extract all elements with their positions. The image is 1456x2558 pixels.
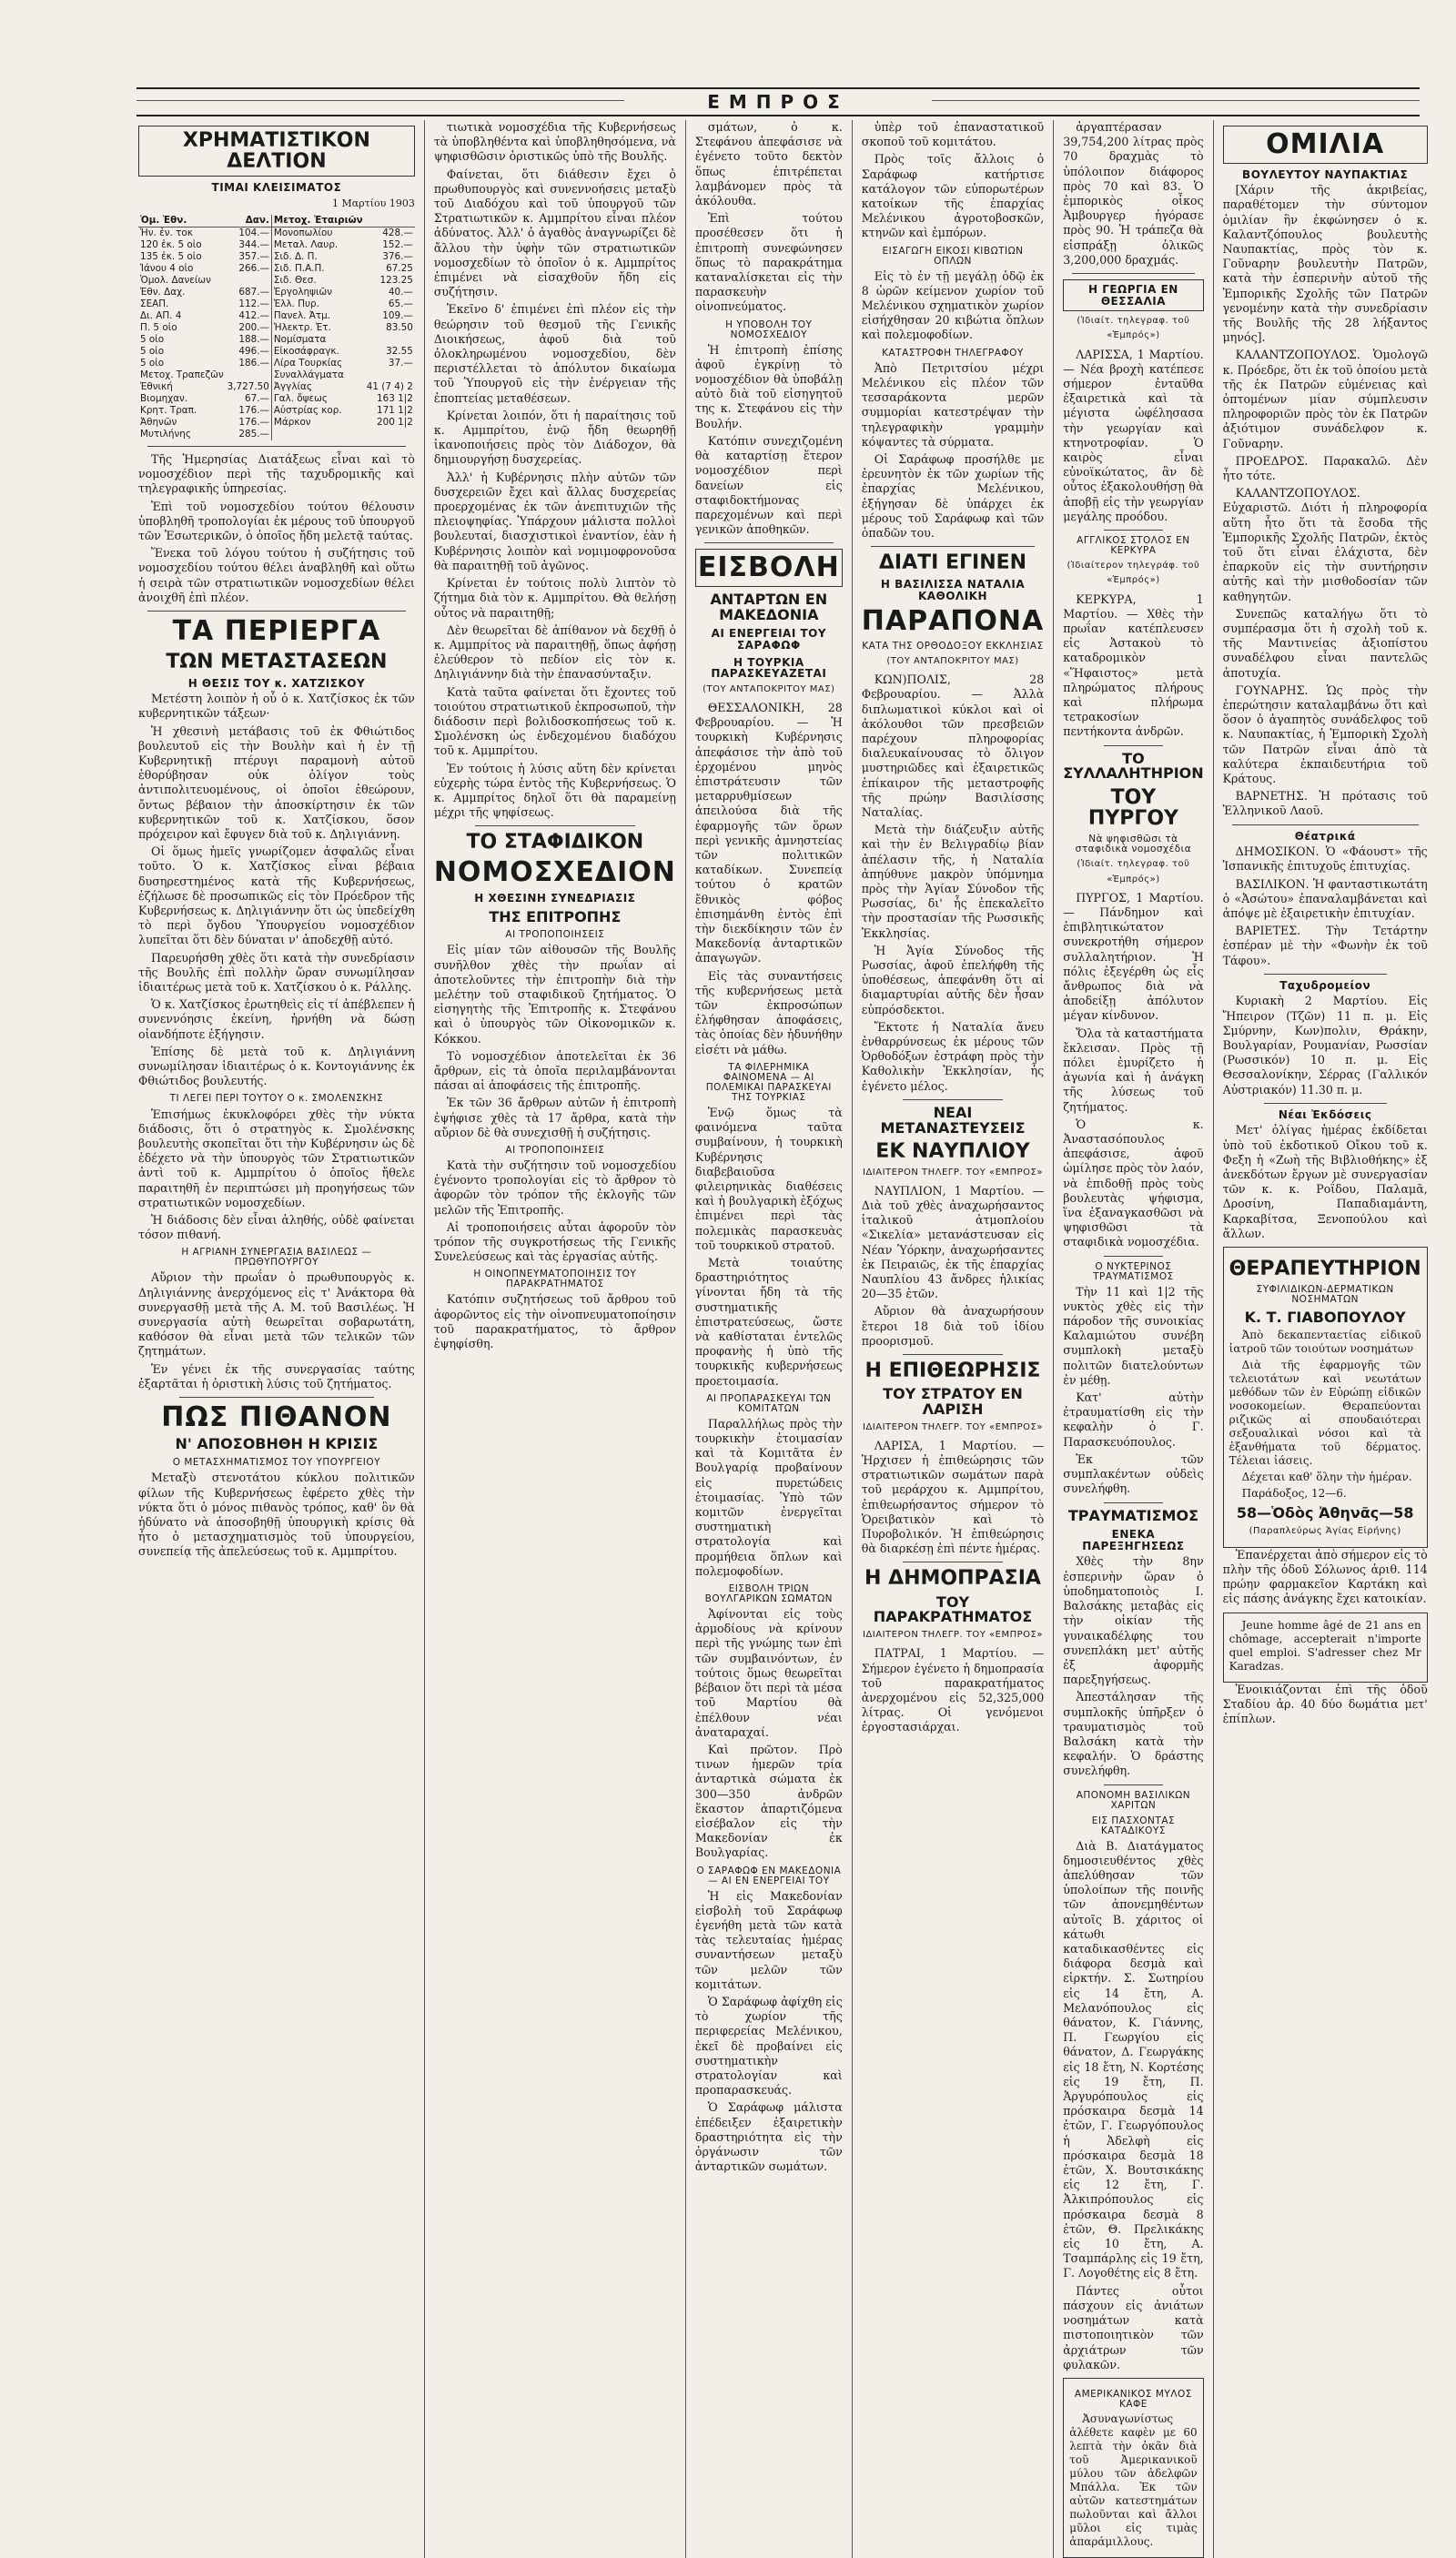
classified-ad-french xyxy=(1223,1613,1428,1683)
article-paragraph: Ἡ εἰς Μακεδονίαν εἰσβολὴ τοῦ Σαράφωφ ἐγενήθη μετὰ τῶν κατὰ τὰς τελευταίας ἡμέρας συναντήσεων μεταξὺ τῶν μελῶν τῶν κομιτάτων. xyxy=(694,1888,843,1991)
quotes-row xyxy=(138,334,415,346)
subhead-committees-prep: ΑΙ ΠΡΟΠΑΡΑΣΚΕΥΑΙ ΤΩΝ ΚΟΜΙΤΑΤΩΝ xyxy=(706,1392,832,1414)
quotes-header-cell xyxy=(365,215,415,227)
subhead-sarafov-activities: Ο ΣΑΡΑΦΩΦ ΕΝ ΜΑΚΕΔΟΝΙΑ — ΑΙ ΕΝ ΕΝΕΡΓΕΙΑΙ ΤΟΥ xyxy=(696,1865,842,1886)
divider xyxy=(147,611,406,612)
masthead-rule-right xyxy=(932,100,1420,101)
article-paragraph: Κατόπιν συνεχιζομένη θὰ καταρτίσῃ ἕτερον νομοσχέδιον περὶ δανείων εἰς σταφιδοκτήμονας παρεχομένων καὶ περὶ γενικῶν ἀποθηκῶν. xyxy=(694,433,843,537)
quotes-row xyxy=(138,393,415,405)
headline-stock-bulletin: ΧΡΗΜΑΤΙΣΤΙΚΟΝ ΔΕΛΤΙΟΝ xyxy=(138,126,415,177)
quotes-cell: 376.— xyxy=(382,250,413,262)
divider xyxy=(179,1397,374,1398)
quotes-cell: Συναλλάγματα xyxy=(271,369,364,381)
article-paragraph: ΓΟΥΝΑΡΗΣ. Ὡς πρὸς τὴν ἐπερώτησιν καταλαμβάνω ὅτι καὶ ὅσον ὁ ἀγαπητὸς συνάδελφος τοῦ κ. Ναυπακτίας, ἡ Ἐμπορικὴ Σχολὴ τῶν Πατρῶν εἶναι ἀπὸ τὰ καλύτερα ἐκπαιδευτήρια τοῦ Κράτους. xyxy=(1222,682,1428,786)
quotes-cell: 67.25 xyxy=(386,262,413,274)
divider xyxy=(1264,1103,1387,1104)
subhead-bill-submission: Η ΥΠΟΒΟΛΗ ΤΟΥ ΝΟΜΟΣΧΕΔΙΟΥ xyxy=(725,318,813,340)
byline-telegram: (Ἰδιαίτ. τηλεγραφ. τοῦ «Ἐμπρός») xyxy=(1077,316,1190,341)
quotes-cell: 83.50 xyxy=(386,321,413,333)
columns xyxy=(136,120,1428,2548)
quotes-header-row xyxy=(138,215,415,227)
quotes-cell: 41 (7 4) 2 xyxy=(366,380,413,392)
article-paragraph: Πρὸς τοῖς ἄλλοις ὁ Σαράφωφ κατήρτισε κατάλογον τῶν εὐπορωτέρων κατοίκων τῆς ἐπαρχίας Μελένικου ἀγροτοβοσκῶν, κτηνῶν καὶ ἐμπόρων. xyxy=(861,152,1045,240)
subhead-chatziskos: Η ΘΕΣΙΣ ΤΟΥ κ. ΧΑΤΖΙΣΚΟΥ xyxy=(187,676,366,690)
article-paragraph: ΠΑΤΡΑΙ, 1 Μαρτίου. — Σήμερον ἐγένετο ἡ δημοπρασία τοῦ παρακρατήματος ἀνερχομένου εἰς 52,325,000 λίτρας. Οἱ γενόμενοι ἐργοστασιάρχαι. xyxy=(861,1646,1045,1734)
article-paragraph: Κυριακὴ 2 Μαρτίου. Εἰς Ἤπειρον (Τζῶν) 11 π. μ. Εἰς Σμύρνην, Κων)πολιν, Θράκην, Βουλγαρίαν, Ρουμανίαν, Ρωσσίαν (Ρωσσικόν) 10 π. μ. Εἰς Θεσσαλονίκην, Σέρρας (Γαλλικόν Αὐστριακόν) 11.30 π. μ. xyxy=(1222,994,1428,1097)
quotes-cell: Λίρα Τουρκίας xyxy=(271,358,364,369)
article-paragraph: Φαίνεται, ὅτι διάθεσιν ἔχει ὁ πρωθυπουργὸς καὶ συνεννοήσεις μεταξὺ τοῦ Διαδόχου καὶ τοῦ ὑπουργοῦ τῶν Στρατιωτικῶν κ. Αμμπρίτου εἶναι πλέον ἀδύνατος. Ἀλλ' ὁ ἀγαθὸς ἀναγνωρίζει δὲ ἄλλου τὴν ὑφὴν τῶν στρατιωτικῶν νομοσχεδίων τὸ ὁποῖον ὁ κ. Αμμπρίτος ἐπιμένει νὰ εἰσαχθοῦν ἤδη εἰς συζήτησιν. xyxy=(433,167,676,299)
headline-rebels-macedonia: ΑΝΤΑΡΤΩΝ ΕΝ ΜΑΚΕΔΟΝΙΑ xyxy=(710,590,828,623)
quotes-cell: Γαλ. ὄψεως xyxy=(271,393,364,405)
classified-text: Jeune homme âgé de 21 ans en chômage, accepterait n'importe quel emploi. S'adresser chez Mr Karadzas. xyxy=(1228,1618,1421,1673)
divider xyxy=(475,825,635,826)
divider xyxy=(1104,1502,1162,1503)
headline-invasion: ΕΙΣΒΟΛΗ xyxy=(695,549,843,587)
quotes-cell: Βιομηχαν. xyxy=(140,392,188,404)
subhead-ill-convicts: ΕΙΣ ΠΑΣΧΟΝΤΑΣ ΚΑΤΑΔΙΚΟΥΣ xyxy=(1091,1815,1176,1836)
divider xyxy=(1232,824,1419,825)
quotes-cell: 344.— xyxy=(238,238,269,250)
article-paragraph: Ἕνεκα τοῦ λόγου τούτου ἡ συζήτησις τοῦ νομοσχεδίου τούτου θέλει ἀναβληθῆ καὶ οὕτω ἡ σειρὰ τῶν στρατιωτικῶν νομοσχεδίων θέλει ἀνοιχθῆ ἐπὶ πλέον. xyxy=(138,546,415,604)
article-paragraph: ΠΡΟΕΔΡΟΣ. Παρακαλῶ. Δὲν ἦτο τότε. xyxy=(1222,453,1428,482)
subhead-king-pm-meeting: Η ΑΓΡΙΑΝΗ ΣΥΝΕΡΓΑΣΙΑ ΒΑΣΙΛΕΩΣ — ΠΡΩΘΥΠΟΥΡΓΟΥ xyxy=(181,1247,372,1269)
quotes-cell: 412.— xyxy=(238,309,269,321)
divider xyxy=(1104,1256,1162,1257)
quotes-cell: 186.— xyxy=(238,357,269,369)
advert-text: Παράδοξος, 12—6. xyxy=(1241,1487,1347,1500)
subhead-yesterday-session: Η ΧΘΕΣΙΝΗ ΣΥΝΕΔΡΙΑΣΙΣ xyxy=(474,891,636,905)
quotes-cell: Ἑλλ. Πυρ. xyxy=(271,298,364,310)
quotes-cell: Ἰάνου 4 οἰο xyxy=(140,262,194,274)
headline-peculiar: ΤΑ ΠΕΡΙΕΡΓΑ xyxy=(172,615,381,648)
headline-wounding: ΤΡΑΥΜΑΤΙΣΜΟΣ xyxy=(1067,1506,1198,1524)
quotes-row xyxy=(138,251,415,263)
headline-how-likely: ΠΩΣ ΠΙΘΑΝΟΝ xyxy=(161,1400,392,1433)
quotes-cell: Ἀγγλίας xyxy=(271,381,364,393)
quotes-cell xyxy=(226,369,272,381)
headline-inspection: Η ΕΠΙΘΕΩΡΗΣΙΣ xyxy=(864,1359,1041,1382)
headline-retention: ΤΟΥ ΠΑΡΑΚΡΑΤΗΜΑΤΟΣ xyxy=(873,1592,1033,1626)
article-paragraph: Οἱ Σαράφωφ προσήλθε με ἐρευνητὸν ἐκ τῶν χωρίων τῆς ἐπαρχίας Μελένικου, ἐξήγησαν δὲ ὑπάρχει ἐκ μέρους τοῦ Σαράφωφ καὶ τῶν ὁπαδῶν του. xyxy=(861,451,1045,540)
subhead-clinic-specialty: ΣΥΦΙΛΙΔΙΚΩΝ-ΔΕΡΜΑΤΙΚΩΝ ΝΟΣΗΜΑΤΩΝ xyxy=(1256,1284,1394,1306)
article-paragraph: Τὸ νομοσχέδιον ἀποτελεῖται ἐκ 36 ἄρθρων, εἰς τὰ ὁποῖα περιλαμβάνονται πάσαι αἱ ἀποφάσεις τῆς ἐπιτροπῆς. xyxy=(433,1048,676,1093)
quotes-cell: Κρητ. Τραπ. xyxy=(140,404,197,416)
quotes-row xyxy=(138,275,415,287)
subhead-committee: ΤΗΣ ΕΠΙΤΡΟΠΗΣ xyxy=(489,907,622,925)
subhead-smolenskis: ΤΙ ΛΕΓΕΙ ΠΕΡΙ ΤΟΥΤΟΥ Ο κ. ΣΜΟΛΕΝΣΚΗΣ xyxy=(169,1093,384,1105)
subhead-weapons-import: ΕΙΣΑΓΩΓΗ ΕΙΚΟΣΙ ΚΙΒΩΤΙΩΝ ΟΠΛΩΝ xyxy=(882,245,1024,267)
quotes-row xyxy=(138,405,415,417)
article-paragraph: ΚΕΡΚΥΡΑ, 1 Μαρτίου. — Χθὲς τὴν πρωΐαν κατέπλευσεν εἰς Ἀστακοὺ τὸ καταδρομικὸν «Ἥφαιστος» μετὰ πληρώματος πλήρους καὶ πλήρωμα τετρακοσίων πεντήκοντα ἀνδρῶν. xyxy=(1063,591,1204,739)
classified-ad: Ἐνοικιάζονται ἐπὶ τῆς ὁδοῦ Σταδίου ἀρ. 40 δύο δωμάτια μετ' ἐπίπλων. xyxy=(1222,1682,1428,1726)
subhead-raisin-bills: Νὰ ψηφισθῶσι τὰ σταφιδικὰ νομοσχέδια xyxy=(1075,834,1192,855)
headline-crisis-averted: Ν' ΑΠΟΣΟΒΗΘΗ Η ΚΡΙΣΙΣ xyxy=(175,1435,379,1453)
subhead-closing-prices: ΤΙΜΑΙ ΚΛΕΙΣΙΜΑΤΟΣ xyxy=(211,181,342,195)
quotes-cell: Πανελ. Ἀτμ. xyxy=(271,310,364,322)
column-3 xyxy=(685,120,852,2558)
headline-royal-pardons: ΑΠΟΝΟΜΗ ΒΑΣΙΛΙΚΩΝ ΧΑΡΙΤΩΝ xyxy=(1076,1789,1191,1811)
quotes-header-cell: Δαν. xyxy=(226,215,272,227)
article-paragraph: Ἀπεστάλησαν τῆς συμπλοκῆς ὑπῆρξεν ὁ τραυματισμὸς τοῦ Βαλσάκη κατὰ τὴν κεφαλήν. Ὁ δράστης συνελήφθη. xyxy=(1063,1690,1204,1778)
quotes-cell: Μονοπωλίου xyxy=(271,227,364,239)
article-paragraph: Μετὰ τοιαύτης δραστηριότητος γίνονται ἤδη τὰ τῆς συστηματικῆς ἐπιστρατεύσεως, ὥστε νὰ καθίσταται ἐντελῶς προφανὴς ἡ ὑπὸ τῆς τουρκικῆς κυβερνήσεως προετοιμασία. xyxy=(694,1255,843,1388)
headline-complaints: ΠΑΡΑΠΟΝΑ xyxy=(861,605,1045,638)
quotes-cell: 5 οἰο xyxy=(140,345,165,357)
byline-correspondent: (ΤΟΥ ΑΝΤΑΠΟΚΡΙΤΟΥ ΜΑΣ) xyxy=(886,655,1019,666)
quotes-cell: Ἠν. ἐν. τοκ xyxy=(140,227,193,238)
quotes-cell: Σιδ. Δ. Π. xyxy=(271,251,364,263)
byline-correspondent: (ΤΟΥ ΑΝΤΑΠΟΚΡΙΤΟΥ ΜΑΣ) xyxy=(703,683,835,694)
subhead-natalia-catholic: Η ΒΑΣΙΛΙΣΣΑ ΝΑΤΑΛΙΑ ΚΑΘΟΛΙΚΗ xyxy=(880,578,1026,602)
quotes-cell: 171 1|2 xyxy=(376,404,413,416)
article-paragraph: Ἡ Ἁγία Σύνοδος τῆς Ρωσσίας, ἀφοῦ ἐπελήφθη τῆς ὑποθέσεως, ἀπεφάνθη ὅτι αἱ διαμαρτυρίαι αὐτῆς δὲν ἦσαν εὐπρόσδεκτοι. xyxy=(861,943,1045,1016)
headline-transfers: ΤΩΝ ΜΕΤΑΣΤΑΣΕΩΝ xyxy=(166,650,388,673)
article-paragraph: ΒΑΡΝΕΤΗΣ. Ἡ πρότασις τοῦ Ἐλληνικοῦ Λαοῦ. xyxy=(1222,789,1428,818)
quotes-row xyxy=(138,417,415,429)
quotes-cell: 37.— xyxy=(388,357,413,369)
article-paragraph: Αἱ τροποποιήσεις αὗται ἀφοροῦν τὸν τρόπον τῆς συγκροτήσεως τῆς Γενικῆς Συνελεύσεως καὶ τὰς ἐργασίας αὐτῆς. xyxy=(433,1219,676,1264)
quotes-cell xyxy=(365,334,415,346)
quotes-cell: 67.— xyxy=(244,392,269,404)
quotes-row xyxy=(138,263,415,275)
article-paragraph: Μετὰ τὴν διάζευξιν αὐτῆς καὶ τὴν ἐν Βελιγραδίῳ βίαν ἀπέλασιν τῆς, ἡ Ναταλία ἀπηύθυνε μακρὸν ὑπόμνημα πρὸς τὴν Ἁγίαν Σύνοδον τῆς Ρωσσίας, δι' ἧς ἐπεκαλεῖτο τὴν προστασίαν τῆς Ρωσσικῆς Ἐκκλησίας. xyxy=(861,823,1045,940)
headline-night-wounding: Ο ΝΥΚΤΕΡΙΝΟΣ ΤΡΑΥΜΑΤΙΣΜΟΣ xyxy=(1093,1260,1174,1282)
byline-telegram: ΙΔΙΑΙΤΕΡΟΝ ΤΗΛΕΓΡ. ΤΟΥ «ΕΜΠΡΟΣ» xyxy=(863,1630,1043,1641)
headline-pyrgos: ΤΟΥ ΠΥΡΓΟΥ xyxy=(1087,786,1178,831)
divider xyxy=(704,542,834,543)
column-2 xyxy=(424,120,685,2558)
quotes-cell: 428.— xyxy=(382,227,413,238)
subhead-amendments: ΑΙ ΤΡΟΠΟΠΟΙΗΣΕΙΣ xyxy=(505,929,605,941)
column-5 xyxy=(1053,120,1212,2558)
quotes-cell: 188.— xyxy=(238,333,269,345)
headline-bill: ΝΟΜΟΣΧΕΔΙΟΝ xyxy=(433,856,676,889)
article-paragraph: ἀργαπτέρασαν 39,754,200 λίτρας πρὸς 70 δραχμὰς τὸ ὑπόλοιπον διάφορος πρὸς 70 καὶ 83. Ὁ ἐμπορικὸς οἶκος Ἀμβουργερ ἠγόρασε πρὸς 90. Ἡ τράπεζα θὰ εἰσπράξῃ ὁλικῶς 3,200,000 δραχμάς. xyxy=(1063,120,1204,267)
advert-text: Ἀσυναγωνίστως ἀλέθετε καφὲν με 60 λεπτὰ τὴν ὀκᾶν διὰ τοῦ Ἀμερικανικοῦ μύλου τῶν ἀδελφῶν Μπάλλα. Ἐκ τῶν αὐτῶν κατεστημάτων πωλοῦνται καὶ ἄλλοι μῦλοι εἰς τιμὰς ἀπαράμιλλους. xyxy=(1069,2411,1198,2548)
article-paragraph: Τὴν 11 καὶ 1|2 τῆς νυκτὸς χθὲς εἰς τὴν πάροδον τῆς συνοικίας Καλαμιώτου συνέβη συμπλοκὴ μεταξὺ πολιτῶν διατελούντων ἐν μέθῃ. xyxy=(1063,1284,1204,1387)
article-paragraph: Ἐπισήμως ἐκυκλοφόρει χθὲς τὴν νύκτα διάδοσις, ὅτι ὁ στρατηγὸς κ. Σμολένσκης βουλευτὴς σκοπεῖται ὅτι τὴν Κυβέρνησιν ὡς δὲ ἐδέχετο νὰ τὴν ὑπουργὸς τῶν Στρατιωτικῶν ἀντὶ τοῦ κ. Αμμπρίτου ὁ ὁποῖος ἤθελε παραιτηθῆ ἐν περιπτώσει μὴ προηγήσεως τῶν στρατιωτικῶν νομοσχεδίων. xyxy=(138,1107,415,1209)
subhead-misunderstanding: ΕΝΕΚΑ ΠΑΡΕΞΗΓΗΣΕΩΣ xyxy=(1082,1528,1185,1552)
column-6 xyxy=(1213,120,1437,2558)
article-paragraph: Μετέστη λοιπὸν ἡ οὗ ὁ κ. Χατζίσκος ἐκ τῶν κυβερνητικῶν τάξεων· xyxy=(138,692,415,721)
article-paragraph: Αὔριον θὰ ἀναχωρήσουν ἔτεροι 18 διὰ τοῦ ἰδίου προορισμοῦ. xyxy=(861,1304,1045,1348)
quotes-row xyxy=(138,287,415,298)
headline-why-became: ΔΙΑΤΙ ΕΓΙΝΕΝ xyxy=(878,551,1027,575)
headline-post-office: Ταχυδρομείον xyxy=(1279,978,1371,992)
quotes-cell: 176.— xyxy=(238,404,269,416)
quotes-cell: Εἰκοσάφραγκ. xyxy=(271,346,364,358)
headline-agriculture-thessaly: Η ΓΕΩΡΓΙΑ ΕΝ ΘΕΣΣΑΛΙΑ xyxy=(1063,279,1203,311)
byline-telegram: (Ἰδιαίτ. τηλεγραφ. τοῦ «Ἐμπρός») xyxy=(1077,859,1190,885)
quotes-cell: 163 1|2 xyxy=(376,392,413,404)
subhead-telegraph-destroyed: ΚΑΤΑΣΤΡΟΦΗ ΤΗΛΕΓΡΑΦΟΥ xyxy=(882,347,1024,359)
headline-new-publications: Νέαι Ἐκδόσεις xyxy=(1278,1107,1372,1121)
article-paragraph: Ἐκ τῶν 36 ἄρθρων αὐτῶν ἡ ἐπιτροπὴ ἐψήφισε χθὲς τὰ 17 ἄρθρα, κατὰ τὴν αὔριον δὲ θὰ συνεχισθῇ ἡ συζήτησις. xyxy=(433,1096,676,1139)
article-paragraph: Ἡ χθεσινὴ μετάβασις τοῦ ἐκ Φθιώτιδος βουλευτοῦ εἰς τὴν Βουλὴν καὶ ἡ ἐν τῇ Κυβερνητικῇ πτέρυγι παραμονὴ αὐτοῦ ἐθορύβησαν οὐκ ὀλίγον τοὺς ἀντιπολιτευομένους, οἱ ὁποῖοι ἐθεώρουν, ὄντως βέβαιον τὴν ἀποσκίρτησιν ἐκ τῶν κυβερνητικῶν τοῦ κ. Χατζίσκου, ὅσον πρόχειρον καὶ ἔφυγεν διὰ τοῦ κ. Δηλιγιάννη. xyxy=(138,723,415,842)
quotes-cell: 5 οἰο xyxy=(140,357,165,369)
quotes-cell: 200.— xyxy=(238,321,269,333)
article-paragraph: ΠΥΡΓΟΣ, 1 Μαρτίου. — Πάνδημον καὶ ἐπιβλητικώτατον συνεκροτήθη σήμερον συλλαλητήριον. Ἡ πόλις ἐξεγέρθη ὡς εἷς ἄνθρωπος διὰ νὰ ἀποδείξῃ ἀπόλυτον μέγαν κίνδυνον. xyxy=(1063,890,1204,1023)
quotes-cell: Σιδ. Π.Α.Π. xyxy=(271,263,364,275)
article-paragraph: Μετ' ὀλίγας ἡμέρας ἐκδίδεται ὑπὸ τοῦ ἐκδοτικοῦ Οἴκου τοῦ κ. Φεξη ἡ «Ζωὴ τῆς Βιβλιοθήκης» ἐξ ἀνεκδότων ἔργων μὲ συνεργασίαν τῶν κ. κ. Ροΐδου, Παλαμᾶ, Δροσίνη, Παπαδιαμάντη, Καρκαβίτσα, Ξενοπούλου καὶ ἄλλων. xyxy=(1222,1123,1428,1240)
quotes-row xyxy=(138,310,415,322)
quotes-cell xyxy=(365,369,415,381)
byline-telegram: ΙΔΙΑΙΤΕΡΟΝ ΤΗΛΕΓΡ. ΤΟΥ «ΕΜΠΡΟΣ» xyxy=(863,1167,1043,1178)
article-paragraph: Ὁ Σαράφωφ ἀφίχθη εἰς τὸ χωρίον τῆς περιφερείας Μελένικου, ἐκεῖ δὲ προβαίνει εἰς συστηματικὴν στρατολογίαν καὶ προπαρασκευάς. xyxy=(694,1994,843,2098)
advert-coffee-mill xyxy=(1063,2378,1203,2558)
article-paragraph: Διὰ Β. Διατάγματος δημοσιευθέντος χθὲς ἀπελύθησαν τῶν ὑπολοίπων τῆς ποινῆς τῶν ἀπονεμηθέντων αὐτοῖς Β. χάριτος οἱ κάτωθι καταδικασθέντες εἰς διάφορα δεσμὰ καὶ εἰρκτήν. Σ. Σωτηρίου εἰς 14 ἔτη, Α. Μελανόπουλος εἰς θάνατον, Κ. Γιάννης, Π. Γεωργίου εἰς θάνατον, Δ. Γεωργάκης εἰς 18 ἔτη, Ν. Κορτέσης εἰς 19 ἔτη, Π. Ἀργυρόπουλος εἰς πρόσκαιρα δεσμὰ 14 ἐτῶν, Γ. Γεωργόπουλος ἡ Ἀδελφὴ εἰς πρόσκαιρα δεσμὰ 18 ἐτῶν, Χ. Βουτσικάκης εἰς 12 ἔτη, Γ. Ἀλκιπρόπουλος εἰς πρόσκαιρα δεσμὰ 8 ἐτῶν, Θ. Πρελικάκης εἰς 10 ἔτη, Α. Τσαμπάρλης εἰς 19 ἔτη, Γ. Λογοθέτης εἰς 8 ἔτη. xyxy=(1063,1838,1204,2280)
subhead-orthodox-church: ΚΑΤΑ ΤΗΣ ΟΡΘΟΔΟΞΟΥ ΕΚΚΛΗΣΙΑΣ xyxy=(862,640,1044,652)
quotes-cell: 357.— xyxy=(238,250,269,262)
subhead-three-bands: ΕΙΣΒΟΛΗ ΤΡΙΩΝ ΒΟΥΛΓΑΡΙΚΩΝ ΣΩΜΑΤΩΝ xyxy=(704,1583,833,1605)
quotes-cell: 285.— xyxy=(238,428,269,440)
article-paragraph: Εἰς τὰς συναντήσεις τῆς κυβερνήσεως μετὰ τῶν ἐκπροσώπων ἐλήφθησαν ἀποφάσεις, τὰς ὁποίας δὲν ἠδυνήθην εἰσέτι νὰ μάθω. xyxy=(694,968,843,1057)
advert-clinic xyxy=(1223,1247,1428,1548)
quotes-cell: Δι. ΑΠ. 4 xyxy=(140,309,182,321)
quotes-cell: Μετοχ. Τραπεζῶν xyxy=(140,369,224,380)
article-paragraph: ΚΑΛΑΝΤΖΟΠΟΥΛΟΣ. Ὁμολογῶ κ. Πρόεδρε, ὅτι ἐκ τοῦ ὁποίου μετὰ τῆς ἐκ Πατρῶν εὐμένειας καὶ ὀπτομένων μίαν σύμπλευσιν πληροφοριῶν πρὸς τὸν ἐκ Πατρῶν ἀξιότιμον συνάδελφον κ. Γοῦναρην. xyxy=(1222,348,1428,450)
article-paragraph: Εἰς τὸ ἐν τῇ μεγάλῃ ὁδῷ ἐκ 8 ὡρῶν κείμενον χωρίον τοῦ Μελένικου σχηματικὸν χωρίον εἰσήχθησαν 20 κιβώτια ὅπλων καὶ πολεμοφοδίων. xyxy=(861,268,1045,342)
quotes-cell xyxy=(226,275,272,287)
article-paragraph: Ἐπὶ τούτου προσέθεσεν ὅτι ἡ ἐπιτροπὴ συνεφώνησεν ὅπως τὸ παρακράτημα καταναλίσκεται εἰς τὴν παρασκευὴν οἰνοπνεύματος. xyxy=(694,211,843,314)
quotes-cell: 40.— xyxy=(388,286,413,298)
article-paragraph: Κατ' αὐτὴν ἐτραυματίσθη εἰς τὴν κεφαλὴν ὁ Γ. Παρασκευόπουλος. xyxy=(1063,1390,1204,1449)
quotes-row xyxy=(138,369,415,381)
quotes-cell: 65.— xyxy=(388,298,413,309)
quotes-cell: 266.— xyxy=(238,262,269,274)
quotes-cell: 120 ἐκ. 5 οἰο xyxy=(140,238,202,250)
divider xyxy=(147,446,406,447)
quotes-cell: Ἐθνική xyxy=(140,380,173,392)
article-paragraph: Κατὰ τὴν συζήτησιν τοῦ νομοσχεδίου ἐγένοντο τροπολογίαι εἰς τὸ ἄρθρον τὸ ἀφορῶν τὸν τρόπον τῆς ἐκλογῆς τῶν μελῶν τῆς Ἐπιτροπῆς. xyxy=(433,1158,676,1217)
quotes-row xyxy=(138,239,415,251)
quotes-row xyxy=(138,429,415,440)
headline-theatre: Θέατρικά xyxy=(1294,829,1356,843)
clinic-address: 58—Ὁδὸς Ἀθηνᾶς—58 xyxy=(1236,1504,1414,1522)
article-paragraph: Ὁ κ. Χατζίσκος ἐρωτηθεὶς εἰς τί ἀπέβλεπεν ἡ συνεννόησις ἐκείνη, ἠρνήθη νὰ δώσῃ οἱανδήποτε ἐξήγησιν. xyxy=(138,997,415,1041)
article-paragraph: Καὶ πρῶτον. Πρὸ τινων ἡμερῶν τρία ἀνταρτικὰ σώματα ἐκ 300—350 ἀνδρῶν ἕκαστον ἀπαρτιζόμενα εἰσέβαλον εἰς τὴν Μακεδονίαν ἐκ Βουλγαρίας. xyxy=(694,1742,843,1860)
article-paragraph: Ἐνῷ ὅμως τὰ φαινόμενα ταῦτα συμβαίνουν, ἡ τουρκικὴ Κυβέρνησις διαβεβαιοῦσα φιλειρηνικὰς διαθέσεις καὶ ἡ βουλγαρικὴ ἐξόχως ἐπιμένει περὶ τὰς πολεμικὰς παρασκευὰς τοῦ τουρκικοῦ στρατοῦ. xyxy=(694,1105,843,1252)
article-paragraph: Κατὰ ταῦτα φαίνεται ὅτι ἔχοντες τοῦ τοιούτου στρατιωτικοῦ ἐκπροσωποῦ, τὴν διάδοσιν περὶ βολιδοσκοπήσεως τοῦ κ. Σμολένσκη ὡς ἐνδεχομένου διαδόχου τοῦ κ. Αμμπρίτου. xyxy=(433,684,676,758)
article-paragraph: Ἡ ἐπιτροπὴ ἐπίσης ἀφοῦ ἐγκρίνῃ τὸ νομοσχέδιον θὰ ὑποβάλῃ αὐτὸ διὰ τοῦ εἰσηγητοῦ της κ. Στεφάνου εἰς τὴν Βουλήν. xyxy=(694,342,843,430)
quotes-cell: Μυτιλήνης xyxy=(140,428,191,440)
classified-ad: Ἐπανέρχεται ἀπὸ σήμερον εἰς τὸ πλὴν τῆς ὁδοῦ Σόλωνος ἀριθ. 114 πρώην φαρμακεῖον Καρτάκη καὶ εἰς πάσης ἀνάγκης ἔχει κατοικίαν. xyxy=(1222,1547,1428,1606)
column-1 xyxy=(136,120,424,2558)
article-paragraph: Ἔκτοτε ἡ Ναταλία ἄνευ ἐνθαρρύνσεως ἐκ μέρους τῶν Ὀρθοδόξων ἐστράφη πρὸς τὴν Καθολικὴν Ἐκκλησίαν, ἧς ἐγένετο μέλος. xyxy=(861,1019,1045,1093)
subhead-reshuffle: Ο ΜΕΤΑΣΧΗΜΑΤΙΣΜΟΣ ΤΟΥ ΥΠΟΥΡΓΕΙΟΥ xyxy=(172,1457,381,1469)
headline-rally: ΤΟ ΣΥΛΛΑΛΗΤΗΡΙΟΝ xyxy=(1063,749,1204,783)
subhead-amendments-2: ΑΙ ΤΡΟΠΟΠΟΙΗΣΕΙΣ xyxy=(505,1144,605,1156)
article-paragraph: σμάτων, ὁ κ. Στεφάνου ἀπεφάσισε νὰ ἐγένετο τοῦτο δεκτὸν ὅπως ἐπιτρέπεται λαμβάνομεν πρὸς τὰ ἀκόλουθα. xyxy=(694,120,843,208)
article-paragraph: ΛΑΡΙΣΑ, 1 Μαρτίου. — Ἠρχισεν ἡ ἐπιθεώρησις τῶν στρατιωτικῶν σωμάτων παρὰ τοῦ μεράρχου κ. Αμμπρίτου, ἐπιθεωρήσαντος σήμερον τὸ Ὁρειβατικὸν καὶ τὸ Πυροβολικόν. Ἡ ἐπιθεώρησις θὰ διαρκέσῃ ἐπὶ πέντε ἡμέρας. xyxy=(861,1438,1045,1556)
quotes-cell: Π. 5 οἰο xyxy=(140,321,177,333)
subhead-turkey-prepares: Η ΤΟΥΡΚΙΑ ΠΑΡΑΣΚΕΥΑΖΕΤΑΙ xyxy=(711,655,827,681)
quotes-cell: Μεταλ. Λαυρ. xyxy=(271,239,364,251)
quotes-cell: 32.55 xyxy=(386,345,413,357)
article-paragraph: Κρίνεται ἐν τούτοις πολὺ λιπτὸν τὸ ζήτημα διὰ τὸν κ. Αμμπρίτου. Θὰ θελήσῃ οὗτος νὰ παραιτηθῇ; xyxy=(433,576,676,620)
article-paragraph: ΔΗΜΟΣΙΚΟΝ. Ὁ «Φάουστ» τῆς Ἰσπανικῆς ἐπιτυχοῦς ἐπιτυχίας. xyxy=(1222,844,1428,874)
headline-raisin: ΤΟ ΣΤΑΦΙΔΙΚΟΝ xyxy=(466,831,644,854)
byline-telegram: (Ἰδιαίτερον τηλεγράφ. τοῦ «Ἐμπρός») xyxy=(1067,561,1200,586)
advert-text: Δέχεται καθ' ὅλην τὴν ἡμέραν. xyxy=(1241,1471,1412,1483)
divider xyxy=(1072,273,1194,274)
article-paragraph: Συνεπῶς καταλήγω ὅτι τὸ συμπέρασμα ὅτι ἡ σχολὴ τοῦ κ. τῆς Μαντινείας ἀξιοπίστου συναδέλφου εἶναι παντελῶς ἀποτυχία. xyxy=(1222,606,1428,680)
divider xyxy=(1104,745,1162,746)
quotes-cell: 152.— xyxy=(382,238,413,250)
quotes-cell: Μάρκον xyxy=(271,417,364,429)
quotes-cell: 176.— xyxy=(238,416,269,428)
article-paragraph: ΝΑΥΠΛΙΟΝ, 1 Μαρτίου. — Διὰ τοῦ χθὲς ἀναχωρήσαντος ἰταλικοῦ ἀτμοπλοίου «Σικελία» μετανάστευσαν εἰς Νέαν Ὑόρκην, ἀναχωρήσαντες ἐκ Πειραιῶς, ἐκ τῆς ἐπαρχίας Ναυπλίου 43 ἄνδρες ἡλικίας 20—35 ἐτῶν. xyxy=(861,1183,1045,1301)
quotes-cell: 104.— xyxy=(238,227,269,238)
article-paragraph: Παρευρήσθη χθὲς ὅτι κατὰ τὴν συνεδρίασιν τῆς Βουλῆς ἐπὶ πολλὴν ὥραν συνωμίλησαν ἰδιαιτέρως μετὰ τοῦ κ. Χατζίσκου ὁ κ. Ράλλης. xyxy=(138,950,415,995)
clinic-doctor-name: Κ. Τ. ΓΙΑΒΟΠΟΥΛΟΥ xyxy=(1244,1309,1406,1327)
quotes-row xyxy=(138,346,415,358)
quotes-cell: Ὁμολ. Δανείων xyxy=(140,274,211,286)
article-paragraph: Μεταξὺ στενοτάτου κύκλου πολιτικῶν φίλων τῆς Κυβερνήσεως ἐφέρετο χθὲς τὴν νύκτα ὅτι ὁ μόνος πιθανὸς τρόπος, καθ' ὃν θὰ ἠδύνατο νὰ ἀποσοβηθῇ ὑπουργικὴ κρίσις θὰ ἦτο ὁ μετασχηματισμὸς τοῦ ὑπουργείου, συνεπείᾳ τῆς ἀπελεύσεως τοῦ κ. Αμμπρίτου. xyxy=(138,1471,415,1559)
headline-auction: Η ΔΗΜΟΠΡΑΣΙΑ xyxy=(864,1567,1041,1591)
article-paragraph: Κρίνεται λοιπόν, ὅτι ἡ παραίτησις τοῦ κ. Αμμπρίτου, ἐνῷ ἤδη θεωρηθῇ ἱκανοποιήσεις πρὸς τὸν Διάδοχον, θὰ δημιουργήσῃ δυσχερείας. xyxy=(433,408,676,467)
article-paragraph: Ἐπὶ τοῦ νομοσχεδίου τούτου θέλουσιν ὑποβληθῆ τροπολογίαι ἐκ μέρους τοῦ ὑπουργοῦ τῶν Ἐσωτερικῶν, ὁ ὁποῖος ἤδη μελετᾷ ταύτας. xyxy=(138,499,415,542)
quotes-cell: Νομίσματα xyxy=(271,334,364,346)
quotes-cell: 112.— xyxy=(238,298,269,309)
article-paragraph: ΒΑΡΙΕΤΕΣ. Τὴν Τετάρτην ἑσπέραν μὲ τὴν «Φωνὴν ἐκ τοῦ Τάφου». xyxy=(1222,924,1428,967)
subhead-deputy-nafpaktia: ΒΟΥΛΕΥΤΟΥ ΝΑΥΠΑΚΤΙΑΣ xyxy=(1242,167,1409,181)
article-paragraph: Ἀπὸ Πετριτσίου μέχρι Μελένικου εἰς πλέον τῶν τεσσαράκοντα μερῶν συμμορίαι κατεστρέψαν τὴν τηλεγραφικὴν γραμμὴν κόψαντες τὰ σύρματα. xyxy=(861,360,1045,449)
headline-clinic: ΘΕΡΑΠΕΥΤΗΡΙΟΝ xyxy=(1228,1258,1421,1281)
clinic-address-note: (Παραπλεύρως Ἁγίας Εἰρήνης) xyxy=(1249,1525,1401,1536)
bulletin-date: 1 Μαρτίου 1903 xyxy=(331,197,415,209)
article-paragraph: [Χάριν τῆς ἀκριβείας, παραθέτομεν τὴν σύντομον ὁμιλίαν ἣν ἐκφώνησεν ὁ κ. Καλαντζόπουλος βουλευτὴς Ναυπακτίας, πρὸς τὸν κ. Γοῦναρην βουλευτὴν Πατρῶν, κατὰ τὴν ἐσπερινὴν αὐτοῦ τῆς Ἐμπορικῆς Σχολῆς τῶν Πατρῶν γενομένην κατὰ τὴν συνεδρίασιν τῆς Βουλῆς τῆς 28 λήξαντος μηνός]. xyxy=(1222,183,1428,345)
quotes-cell: 496.— xyxy=(238,345,269,357)
advert-text: Διὰ τῆς ἐφαρμογῆς τῶν τελειοτάτων καὶ νεωτάτων μεθόδων τῶν ἐν Εὐρώπῃ εἰδικῶν νοσοκομείων. Θεραπεύονται ριζικῶς αἱ σπουδαιότεραι σεξουαλικαὶ νόσοι καὶ τὰ ἐξανθήματα τοῦ δέρματος. Τέλειαι ἰάσεις. xyxy=(1228,1359,1421,1467)
article-paragraph: ΚΩΝ)ΠΟΛΙΣ, 28 Φεβρουαρίου. — Ἀλλὰ διπλωματικοὶ κύκλοι καὶ οἱ ἀκόλουθοι τῶν πρεσβειῶν παρέχουν πληροφορίας διαλευκαίνουσας τὸ ὄλιγον μυστηριῶδες καὶ ἐξαιρετικῶς ἐπίκαιρον τῆς μεταστροφῆς τῆς πρώην Βασιλίσσης Ναταλίας. xyxy=(861,672,1045,819)
article-paragraph: Εἰς μίαν τῶν αἰθουσῶν τῆς Βουλῆς συνῆλθον χθὲς τὴν πρωΐαν αἱ ἀποτελοῦντες τὴν ἐπιτροπὴν διὰ τὴν μελέτην τοῦ σταφιδικοῦ ζητήματος. Ὁ εἰσηγητὴς τῆς Ἐπιτροπῆς κ. Στεφάνου καὶ ὁ ὑπουργὸς τῶν Οἰκονομικῶν κ. Κόκκου. xyxy=(433,943,676,1046)
article-paragraph: Ἐκεῖνο δ' ἐπιμένει ἐπὶ πλέον εἰς τὴν θεώρησιν τοῦ θεσμοῦ τῆς Γενικῆς Διοικήσεως, ἀφοῦ διὰ τοῦ ὁλοκληρωμένου νομοσχεδίου, δὲν περιστέλλεται τὸ ἀπόλυτον δικαίωμα τοῦ Ὑπουργοῦ εἰς τὴν ἐνέργειαν τῆς ἐποπτείας μεταθέσεων. xyxy=(433,302,676,405)
headline-new-emigrations: ΝΕΑΙ ΜΕΤΑΝΑΣΤΕΥΣΕΙΣ xyxy=(880,1103,1026,1137)
quotes-cell: Ἐργοληψιῶν xyxy=(271,287,364,298)
quotes-row xyxy=(138,358,415,369)
quotes-cell: 5 οἰο xyxy=(140,333,165,345)
article-paragraph: ΒΑΣΙΛΙΚΟΝ. Ἡ φανταστικωτάτη ὁ «Ἀσώτου» ἐπαναλαμβάνεται καὶ ἀπόψε μὲ ἐξαιρετικὴν ἐπιτυχίαν. xyxy=(1222,876,1428,921)
quotes-header-cell: Ὁμ. Ἐθν. xyxy=(138,215,226,227)
quotes-cell: 135 ἐκ. 5 οἰο xyxy=(140,250,202,262)
headline-coffee-mill: ΑΜΕΡΙΚΑΝΙΚΟΣ ΜΥΛΟΣ ΚΑΦΕ xyxy=(1074,2388,1192,2410)
masthead xyxy=(136,87,1420,116)
article-paragraph: Χθὲς τὴν 8ην ἑσπερινὴν ὥραν ὁ ὑποδηματοποιὸς Ι. Βαλσάκης μεταβὰς εἰς τὴν οἰκίαν τῆς γυναικαδέλφης του συνεπλάκη μετ' αὐτῆς ἐξ ἀφορμῆς παρεξηγήσεως. xyxy=(1063,1554,1204,1687)
article-paragraph: Ἐν γένει ἐκ τῆς συνεργασίας ταύτης ἐξαρτᾶται ἡ ὁριστικὴ λύσις τοῦ ζητήματος. xyxy=(138,1361,415,1390)
quotes-cell: Ἠλεκτρ. Ἑτ. xyxy=(271,322,364,334)
quotes-table xyxy=(138,215,415,440)
quotes-cell xyxy=(365,429,415,440)
advert-text: Ἀπὸ δεκαπενταετίας εἰδικοῦ ἰατροῦ τῶν τοιούτων νοσημάτων xyxy=(1228,1329,1421,1355)
article-paragraph: Οἱ ὅμως ἡμεῖς γνωρίζομεν ἀσφαλῶς εἶναι τοῦτο. Ὁ κ. Χατζίσκος εἶναι βέβαια δυσηρεστημένος κατὰ τῆς Κυβερνήσεως, ἐζήλωσε δὲ προσωπικῶς εἰς τὸν Πρόεδρον τῆς Κυβερνήσεως κ. Δηλιγιάννην ὅτι ὡς ὑπεδείχθη τὸ περὶ ὄγδου Ὑπουργείου νομοσχέδιον λυπεῖται ὅτι δὲν δύναται ν' ἀποδεχθῇ αὐτό. xyxy=(138,844,415,947)
quotes-header-cell: Μετοχ. Ἑταιριῶν xyxy=(271,215,364,227)
article-paragraph: Ἀφίνονται εἰς τοὺς ἀρμοδίους νὰ κρίνουν περὶ τῆς γνώμης των ἐπὶ τῶν συμβαινόντων, ἐν τούτοις ὅμως θεωρεῖται βέβαιον ὅτι περὶ τὰ μέσα τοῦ Μαρτίου θὰ ἐπέλθουν νέαι ἀναταραχαί. xyxy=(694,1607,843,1739)
article-paragraph: Κατόπιν συζητήσεως τοῦ ἄρθρου τοῦ ἀφορῶντος εἰς τὴν οἰνοπνευματοποίησιν τοῦ παρακρατήματος, τὸ ἄρθρον ἐψηφίσθη. xyxy=(433,1292,676,1351)
headline-army-larissa: ΤΟΥ ΣΤΡΑΤΟΥ ΕΝ ΛΑΡΙΣΗ xyxy=(883,1385,1023,1418)
article-paragraph: Ὁ κ. Ἀναστασόπουλος ἀπεφάσισε, ἀφοῦ ὡμίλησε πρὸς τὸν λαόν, νὰ ἐπιδοθῇ πρὸς τοὺς βουλευτὰς ψήφισμα, ἵνα ἐξαναγκασθῶσι νὰ ψηφισθῶσι τὰ σταφιδικὰ νομοσχέδια. xyxy=(1063,1117,1204,1249)
quotes-cell: Σιδ. Θεσ. xyxy=(271,275,364,287)
headline-speech: ΟΜΙΛΙΑ xyxy=(1223,126,1428,164)
quotes-cell: Ἀθηνῶν xyxy=(140,416,177,428)
article-paragraph: ὑπὲρ τοῦ ἐπαναστατικοῦ σκοποῦ τοῦ κομιτάτου. xyxy=(861,120,1045,149)
article-paragraph: Ἡ διάδοσις δὲν εἶναι ἀληθής, οὐδὲ φαίνεται τόσον πιθανή. xyxy=(138,1212,415,1242)
byline-telegram: ΙΔΙΑΙΤΕΡΟΝ ΤΗΛΕΓΡ. ΤΟΥ «ΕΜΠΡΟΣ» xyxy=(863,1421,1043,1432)
headline-from-nafplio: ΕΚ ΝΑΥΠΛΙΟΥ xyxy=(875,1140,1030,1164)
headline-english-fleet: ΑΓΓΛΙΚΟΣ ΣΤΟΛΟΣ ΕΝ ΚΕΡΚΥΡΑ xyxy=(1077,535,1190,557)
article-paragraph: Πάντες οὗτοι πάσχουν εἰς ἀνιάτων νοσημάτων κατὰ πιστοποιητικὸν τῶν ἀρχιάτρων τῶν φυλακῶν. xyxy=(1063,2283,1204,2371)
subhead-phenomena: ΤΑ ΦΙΛΕΡΗΜΙΚΑ ΦΑΙΝΟΜΕΝΑ — ΑΙ ΠΟΛΕΜΙΚΑΙ ΠΑΡΑΣΚΕΥΑΙ ΤΗΣ ΤΟΥΡΚΙΑΣ xyxy=(705,1061,832,1103)
divider xyxy=(1104,530,1162,531)
article-paragraph: Παραλλήλως πρὸς τὴν τουρκικὴν ἑτοιμασίαν καὶ τὰ Κομιτᾶτα ἐν Βουλγαρίᾳ προβαίνουν εἰς πυρετώδεις ἑτοιμασίας. Ὑπὸ τῶν κομιτῶν ἐνεργεῖται συστηματικὴ στρατολογία καὶ προμήθεια ὅπλων καὶ πολεμοφοδίων. xyxy=(694,1416,843,1578)
divider xyxy=(1264,974,1387,975)
article-paragraph: Ὁ Σαράφωφ μάλιστα ἐπέδειξεν ἐξαιρετικὴν δραστηριότητα εἰς τὴν ὀργάνωσιν τῶν ἀνταρτικῶν σωμάτων. xyxy=(694,2100,843,2174)
quotes-row xyxy=(138,381,415,393)
quotes-row xyxy=(138,227,415,239)
quotes-cell: 109.— xyxy=(382,309,413,321)
article-paragraph: Δὲν θεωρεῖται δὲ ἀπίθανον νὰ δεχθῇ ὁ κ. Αμμπρίτος νὰ παραιτηθῇ, ὅπως ἀφήσῃ ἐλεύθερον τὸ πεδίον εἰς τὸν κ. Δηλιγιάννην διὰ τὴν ἐπανασύνταξιν. xyxy=(433,622,676,682)
article-paragraph: ΘΕΣΣΑΛΟΝΙΚΗ, 28 Φεβρουαρίου. — Ἡ τουρκικὴ Κυβέρνησις ἀπεφάσισε τὴν ἀπὸ τοῦ ἐρχομένου μηνὸς ἐπιστράτευσιν τῶν μεταρρυθμίσεων ἀπειλούσα διὰ τῆς ἐφαρμογῆς τῶν ὅρων περὶ γενικῆς ἀμνηστείας τῶν πολιτικῶν καταδίκων. Συνεπείᾳ τούτου ὁ κρατῶν ἔθνικὸς φόβος ἐπισημάνθη ἐντὸς ἐπὶ τὴν διεκδίκησιν τῶν ἐν Μακεδονίᾳ ἀνταρτικῶν ἀπαγωγῶν. xyxy=(694,700,843,966)
subhead-distillation: Η ΟΙΝΟΠΝΕΥΜΑΤΟΠΟΙΗΣΙΣ ΤΟΥ ΠΑΡΑΚΡΑΤΗΜΑΤΟΣ xyxy=(473,1269,637,1290)
article-paragraph: Αὔριον τὴν πρωΐαν ὁ πρωθυπουργὸς κ. Δηλιγιάννης ἀνερχόμενος εἰς τ' Ἀνάκτορα θὰ συνεργασθῇ μετὰ τῆς Α. Μ. τοῦ Βασιλέως. Ἡ συνεργασία αὐτὴ θεωρεῖται σοβαρωτάτη, καθόσον θὰ εἶναι μετὰ τῶν τελικῶν τῶν ζητημάτων. xyxy=(138,1270,415,1359)
quotes-cell: 200 1|2 xyxy=(376,416,413,428)
article-paragraph: Ὅλα τὰ καταστήματα ἔκλεισαν. Πρὸς τῇ πόλει ἐμυρίζετο ἡ ἀγωνία καὶ ἡ ἀνάγκη τῆς λύσεως τοῦ ζητήματος. xyxy=(1063,1026,1204,1114)
article-paragraph: ΛΑΡΙΣΣΑ, 1 Μαρτίου. — Νέα βροχὴ κατέπεσε σήμερον ἐνταῦθα ἐξαιρετικὰ καὶ τὰ μέγιστα ὠφέλησασα τὴν γεωργίαν καὶ κτηνοτροφίαν. Ὁ καιρὸς εἶναι εὐνοϊκώτατος, ἂν δὲ οὗτος ἐξακολουθήσῃ θὰ ἀποβῇ εἰς τὴν γεωργίαν μεγάλης προόδου. xyxy=(1063,347,1204,523)
column-4 xyxy=(852,120,1053,2558)
article-paragraph: Ἀλλ' ἡ Κυβέρνησις πλὴν αὐτῶν τῶν δυσχερειῶν ἔχει καὶ ἄλλας δυσχερείας προερχομένας ἐκ τῶν ἀνεπιτυχιῶν τῆς πλειοψηφίας. Ὑπάρχουν μάλιστα πολλοὶ βουλευταί, διασχιστικοὶ ἐναντίον, ἐὰν ἡ Κυβέρνησις λοιπὸν καὶ νομιμοφρονοῦσα θὰ παραιτηθῇ τοῦ ἀγῶνος. xyxy=(433,470,676,572)
article-paragraph: Ἐκ τῶν συμπλακέντων οὐδεὶς συνελήφθη. xyxy=(1063,1451,1204,1496)
article-paragraph: Ἐπίσης δὲ μετὰ τοῦ κ. Δηλιγιάννη συνωμίλησαν ἰδιαιτέρως ὁ κ. Κοντογιάννης ἐκ Φθιώτιδος βουλευτής. xyxy=(138,1044,415,1088)
divider xyxy=(871,546,1035,547)
quotes-cell: Ἐθν. Δαχ. xyxy=(140,286,186,298)
article-paragraph: ΚΑΛΑΝΤΖΟΠΟΥΛΟΣ. Εὐχαριστῶ. Διότι ἡ πληροφορία αὕτη ἦτο ὅτι τὰ ἔσοδα τῆς Ἐμπορικῆς Σχολῆς Πατρῶν, ἐκτὸς τοῦ ὅτι εἶναι ἐλάχιστα, δὲν ἐπαρκοῦν εἰς τὴν συντήρησιν αὐτῆς καὶ τὴν μισθοδοσίαν τῶν καθηγητῶν. xyxy=(1222,486,1428,603)
article-paragraph: Τῆς Ἡμερησίας Διατάξεως εἶναι καὶ τὸ νομοσχέδιον περὶ τῆς ταχυδρομικῆς καὶ τηλεγραφικῆς ὑπηρεσίας. xyxy=(138,451,415,496)
quotes-row xyxy=(138,322,415,334)
article-paragraph: τιωτικὰ νομοσχέδια τῆς Κυβερνήσεως τὰ ὑποβληθέντα καὶ ὑποβληθησόμενα, νὰ ψηφισθῶσιν ὁριστικῶς ὑπὸ τῆς Βουλῆς. xyxy=(433,120,676,164)
quotes-cell: 123.25 xyxy=(379,274,413,286)
masthead-title: ΕΜΠΡΟΣ xyxy=(707,91,849,113)
quotes-cell: 3,727.50 xyxy=(227,380,269,392)
masthead-rule-left xyxy=(136,100,624,101)
divider xyxy=(903,1354,1003,1355)
quotes-row xyxy=(138,298,415,310)
article-paragraph: Ἐν τούτοις ἡ λύσις αὕτη δὲν κρίνεται εὐχερὴς τώρα ἐντὸς τῆς Κυβερνήσεως. Ὁ κ. Αμμπρίτος δηλοῖ ὅτι θὰ παραμείνῃ μέχρι τῆς ψηφίσεως. xyxy=(433,761,676,820)
divider xyxy=(903,1099,1003,1100)
subhead-sarafov: ΑΙ ΕΝΕΡΓΕΙΑΙ ΤΟΥ ΣΑΡΑΦΩΦ xyxy=(711,627,827,652)
quotes-cell: Αὐστρίας κορ. xyxy=(271,405,364,417)
quotes-cell: ΣΕΑΠ. xyxy=(140,298,169,309)
quotes-cell xyxy=(271,429,364,440)
quotes-cell: 687.— xyxy=(238,286,269,298)
